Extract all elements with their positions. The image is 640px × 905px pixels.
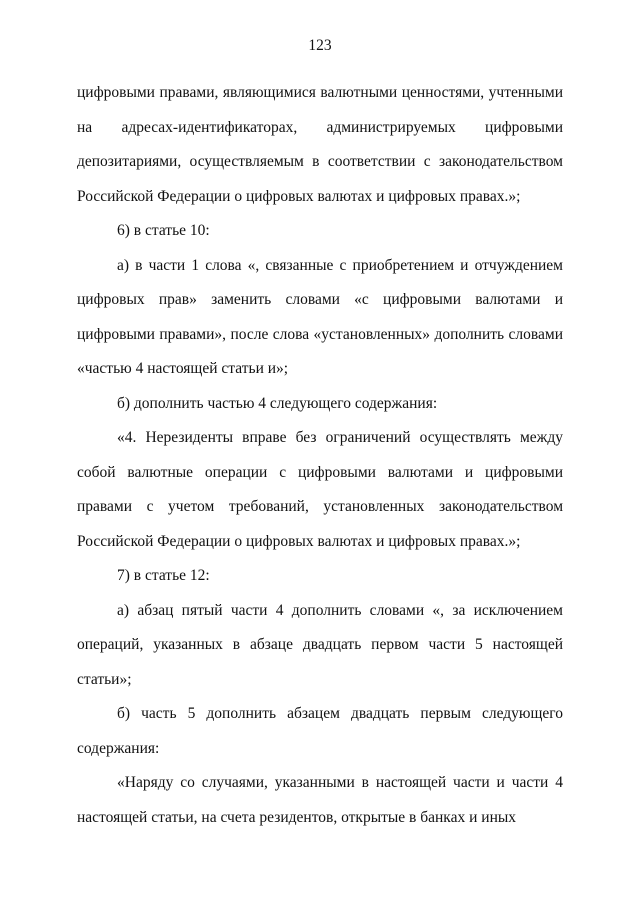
paragraph-article-10-heading: 6) в статье 10: [117, 222, 210, 239]
paragraph-article-10-part-4: «4. Нерезиденты вправе без ограничений осуществлять между собой валютные операции с цифровыми валютами и цифровыми правами с учетом требований, установленных законодательством Российской Федерации о цифровых валютах и цифровых правах.»; [77, 429, 563, 550]
paragraph-article-10-item-a: а) в части 1 слова «, связанные с приобретением и отчуждением цифровых прав» заменить словами «с цифровыми валютами и цифровыми правами», после слова «установленных» дополнить словами «частью 4 настоящей статьи и»; [77, 256, 563, 377]
paragraph-article-12-heading: 7) в статье 12: [117, 567, 210, 584]
paragraph-article-12-quote: «Наряду со случаями, указанными в настоящей части и части 4 настоящей статьи, на счета резидентов, открытые в банках и иных [77, 774, 563, 826]
document-body [77, 76, 563, 835]
paragraph-article-12-item-a: а) абзац пятый части 4 дополнить словами «, за исключением операций, указанных в абзаце двадцать первом части 5 настоящей статьи»; [77, 601, 563, 688]
paragraph-continuation: цифровыми правами, являющимися валютными ценностями, учтенными на адресах-идентификаторах, администрируемых цифровыми депозитариями, осуществляемым в соответствии с законодательством Российской Федерации о цифровых валютах и цифровых правах.»; [77, 84, 563, 205]
paragraph-article-10-item-b: б) дополнить частью 4 следующего содержания: [117, 394, 438, 412]
paragraph-article-12-item-b: б) часть 5 дополнить абзацем двадцать первым следующего содержания: [77, 705, 563, 757]
page-number: 123 [308, 37, 332, 54]
